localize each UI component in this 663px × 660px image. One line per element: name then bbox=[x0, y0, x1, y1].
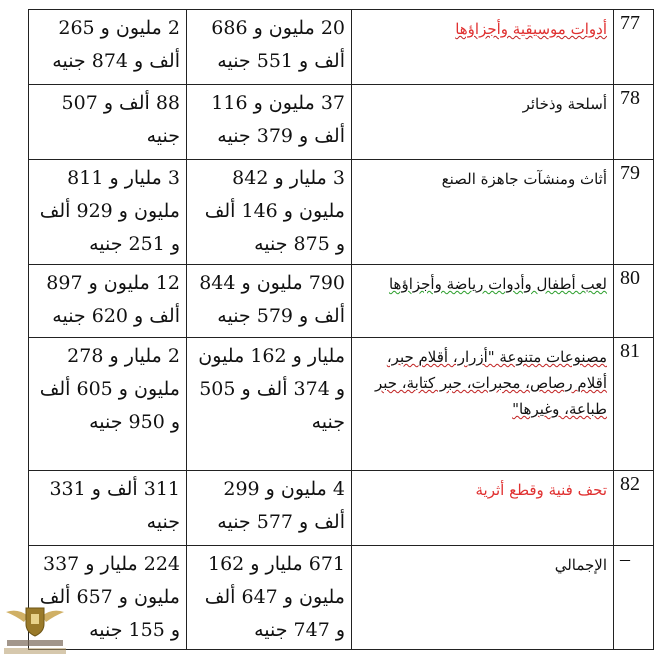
row-number: 78 bbox=[614, 85, 654, 160]
customs-table bbox=[28, 9, 654, 650]
exports-value: 88 ألف و 507 جنيه bbox=[29, 85, 187, 160]
exports-value: 12 مليون و 897 ألف و 620 جنيه bbox=[29, 265, 187, 338]
exports-value: 224 مليار و 337 مليون و 657 ألف و 155 جنيه bbox=[29, 546, 187, 650]
table-row bbox=[29, 10, 654, 85]
imports-value: 3 مليار و 842 مليون و 146 ألف و 875 جنيه bbox=[187, 160, 352, 265]
row-number: – bbox=[614, 546, 654, 650]
row-number: 81 bbox=[614, 338, 654, 471]
table-row bbox=[29, 160, 654, 265]
table-row-total bbox=[29, 546, 654, 650]
imports-value: 790 مليون و 844 ألف و 579 جنيه bbox=[187, 265, 352, 338]
item-name: تحف فنية وقطع أثرية bbox=[352, 471, 614, 546]
item-name: مصنوعات متنوعة "أزرار، أقلام حبر، أقلام رصاص، محبرات، حبر كتابة، حبر طباعة، وغيرها" bbox=[352, 338, 614, 471]
table-row bbox=[29, 85, 654, 160]
table-row bbox=[29, 338, 654, 471]
item-name: الإجمالي bbox=[352, 546, 614, 650]
imports-value: 671 مليار و 162 مليون و 647 ألف و 747 جنيه bbox=[187, 546, 352, 650]
imports-value: 37 مليون و 116 ألف و 379 جنيه bbox=[187, 85, 352, 160]
row-number: 79 bbox=[614, 160, 654, 265]
row-number: 82 bbox=[614, 471, 654, 546]
imports-value: 20 مليون و 686 ألف و 551 جنيه bbox=[187, 10, 352, 85]
shield-wings-icon bbox=[2, 598, 68, 656]
table-row bbox=[29, 471, 654, 546]
exports-value: 3 مليار و 811 مليون و 929 ألف و 251 جنيه bbox=[29, 160, 187, 265]
row-number: 80 bbox=[614, 265, 654, 338]
exports-value: 2 مليون و 265 ألف و 874 جنيه bbox=[29, 10, 187, 85]
item-name: لعب أطفال وأدوات رياضة وأجزاؤها bbox=[352, 265, 614, 338]
item-name: أدوات موسيقية وأجزاؤها bbox=[352, 10, 614, 85]
row-number: 77 bbox=[614, 10, 654, 85]
item-name: أثاث ومنشآت جاهزة الصنع bbox=[352, 160, 614, 265]
forum-logo bbox=[2, 598, 68, 656]
table-row bbox=[29, 265, 654, 338]
item-name: أسلحة وذخائر bbox=[352, 85, 614, 160]
exports-value: 311 ألف و 331 جنيه bbox=[29, 471, 187, 546]
exports-value: 2 مليار و 278 مليون و 605 ألف و 950 جنيه bbox=[29, 338, 187, 471]
imports-value: 4 مليون و 299 ألف و 577 جنيه bbox=[187, 471, 352, 546]
imports-value: مليار و 162 مليون و 374 ألف و 505 جنيه bbox=[187, 338, 352, 471]
